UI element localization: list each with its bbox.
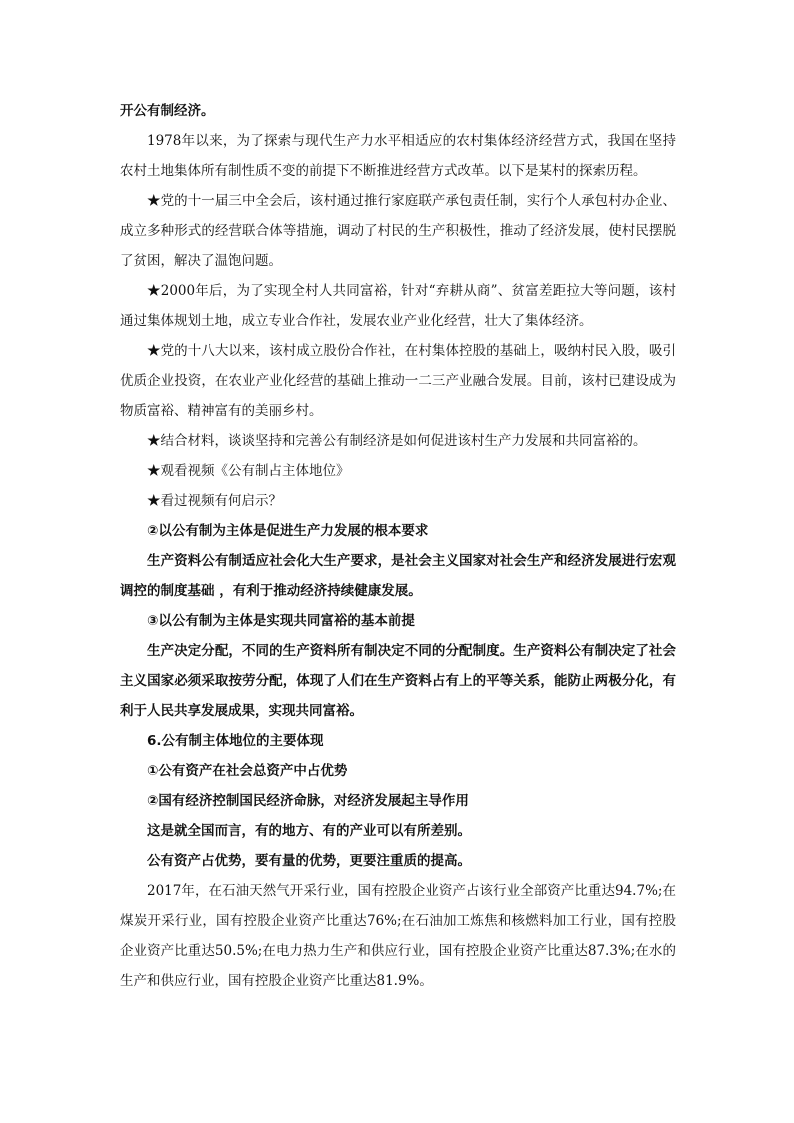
paragraph-continuation: 开公有制经济。 — [120, 103, 215, 119]
document-body — [120, 96, 676, 996]
paragraph-intro: 1978年以来，为了探索与现代生产力水平相适应的农村集体经济经营方式，我国在坚持农村土地集体所有制性质不变的前提下不断推进经营方式改革。以下是某村的探索历程。 — [120, 133, 676, 179]
heading-point-3: ③以公有制为主体是实现共同富裕的基本前提 — [147, 613, 415, 629]
paragraph-point-3: 生产决定分配，不同的生产资料所有制决定不同的分配制度。生产资料公有制决定了社会主义国家必须采取按劳分配，体现了人们在生产资料占有上的平等关系，能防止两极分化，有利于人民共享发展成果，实现共同富裕。 — [120, 643, 676, 719]
note-national: 这是就全国而言，有的地方、有的产业可以有所差别。 — [147, 823, 471, 839]
paragraph-video: ★观看视频《公有制占主体地位》 — [147, 463, 350, 479]
paragraph-point-2: 生产资料公有制适应社会化大生产要求，是社会主义国家对社会生产和经济发展进行宏观调控的制度基础 ，有利于推动经济持续健康发展。 — [120, 553, 676, 599]
note-quality: 公有资产占优势，要有量的优势，更要注重质的提高。 — [147, 853, 471, 869]
paragraph-2017-data: 2017年，在石油天然气开采行业，国有控股企业资产占该行业全部资产比重达94.7%;在煤炭开采行业，国有控股企业资产比重达76%;在石油加工炼焦和核燃料加工行业，国有控股企业资产比重达50.5%;在电力热力生产和供应行业，国有控股企业资产比重达87.3%;在水的生产和供应行业，国有控股企业资产比重达81.9%。 — [120, 883, 676, 989]
paragraph-stage-3: ★党的十八大以来，该村成立股份合作社，在村集体控股的基础上，吸纳村民入股，吸引优质企业投资，在农业产业化经营的基础上推动一二三产业融合发展。目前，该村已建设成为物质富裕、精神富有的美丽乡村。 — [120, 343, 676, 419]
paragraph-stage-1: ★党的十一届三中全会后，该村通过推行家庭联产承包责任制，实行个人承包村办企业、成立多种形式的经营联合体等措施，调动了村民的生产积极性，推动了经济发展，使村民摆脱了贫困，解决了温饱问题。 — [120, 193, 676, 269]
heading-point-2: ②以公有制为主体是促进生产力发展的根本要求 — [147, 523, 429, 539]
paragraph-video-question: ★看过视频有何启示？ — [147, 493, 282, 509]
paragraph-question: ★结合材料，谈谈坚持和完善公有制经济是如何促进该村生产力发展和共同富裕的。 — [147, 433, 647, 449]
heading-section-6: 6.公有制主体地位的主要体现 — [147, 733, 324, 749]
list-item-2: ②国有经济控制国民经济命脉，对经济发展起主导作用 — [147, 793, 469, 809]
paragraph-stage-2: ★2000年后，为了实现全村人共同富裕，针对“弃耕从商”、贫富差距拉大等问题，该村通过集体规划土地，成立专业合作社，发展农业产业化经营，壮大了集体经济。 — [120, 283, 676, 329]
list-item-1: ①公有资产在社会总资产中占优势 — [147, 763, 348, 779]
